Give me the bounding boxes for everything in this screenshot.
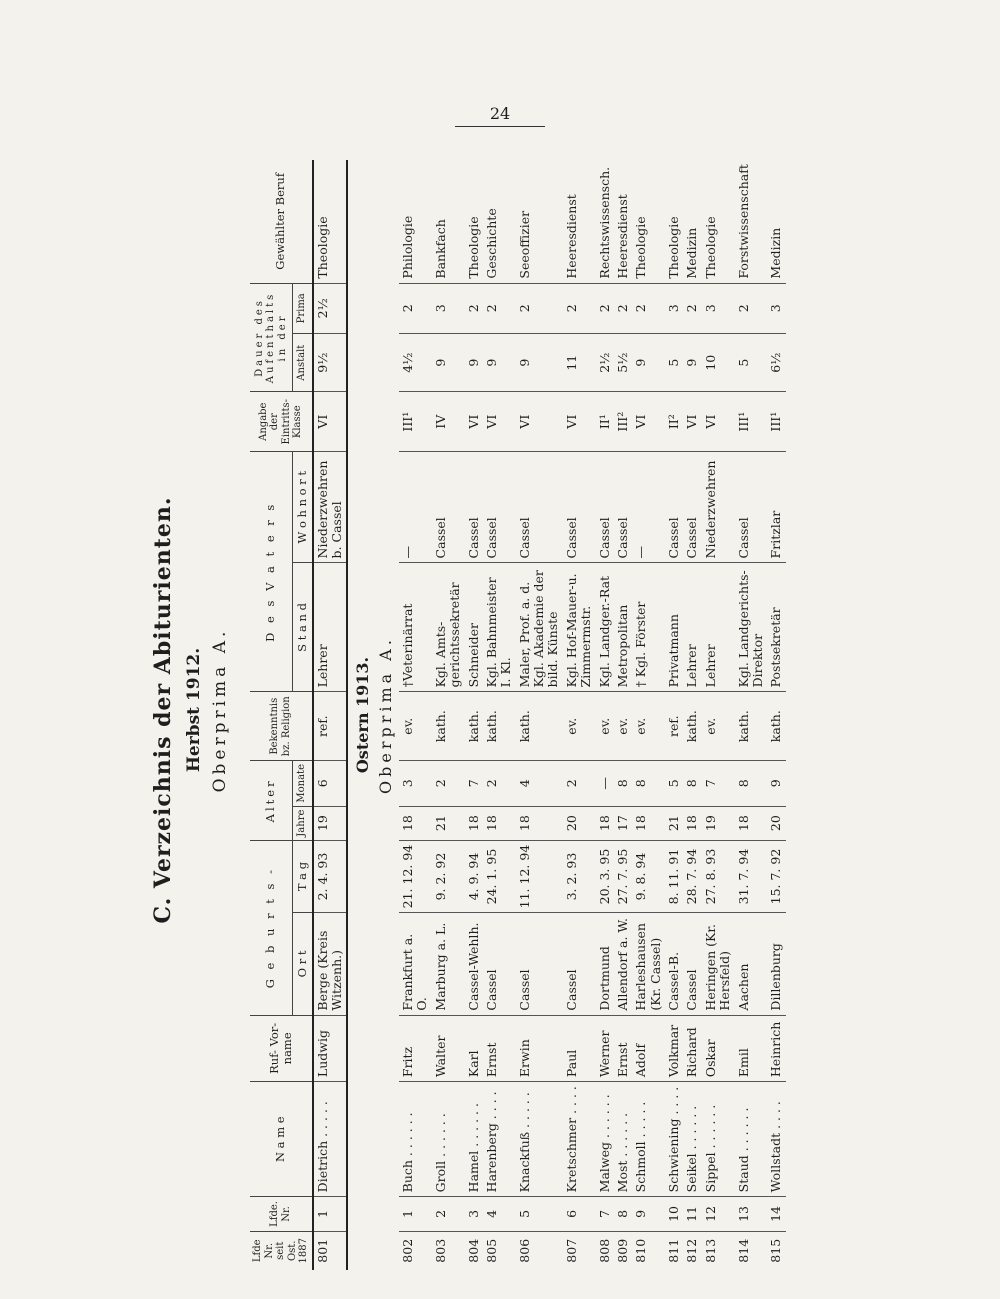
cell-name: Buch . . . . . . xyxy=(399,1082,432,1197)
cell-nr: 1 xyxy=(313,1197,348,1231)
cell-stand: Lehrer xyxy=(313,563,348,692)
cell-klasse: III² xyxy=(614,392,632,452)
cell-ort: Dortmund xyxy=(596,913,614,1015)
cell-jahre: 21 xyxy=(665,806,683,840)
cell-beruf: Theologie xyxy=(702,216,718,279)
term-heading-ostern: Ostern 1913. xyxy=(353,656,373,774)
cell-seit: 810 xyxy=(632,1231,665,1270)
table-row xyxy=(767,160,785,1270)
cell-nr: 3 xyxy=(465,1197,483,1231)
cell-anstalt: 2½ xyxy=(596,334,614,392)
cell-tag: 4. 9. 94 xyxy=(465,840,483,913)
cell-prima: 2 xyxy=(483,283,516,333)
cell-jahre: 20 xyxy=(767,806,785,840)
cell-seit: 802 xyxy=(399,1231,432,1270)
cell-ort: Cassel xyxy=(516,913,563,1015)
cell-anstalt: 9 xyxy=(432,334,465,392)
cell-beruf: Philologie xyxy=(400,215,416,279)
cell-beruf: Theologie xyxy=(313,160,348,283)
cell-vorname: Paul xyxy=(563,1015,596,1082)
cell-prima: 3 xyxy=(767,283,785,333)
cell-stand: † Kgl. Förster xyxy=(632,563,665,692)
cell-klasse: III¹ xyxy=(399,392,432,452)
cell-ort: Cassel-B. xyxy=(665,913,683,1015)
table-row xyxy=(614,160,632,1270)
col-rufname: Ruf- Vor- name xyxy=(250,1015,313,1082)
table-row xyxy=(399,160,432,1270)
cell-monate: 8 xyxy=(735,761,768,807)
cell-name: Most . . . . . . xyxy=(614,1082,632,1197)
cell-stand: Kgl. Landger.-Rat xyxy=(596,563,614,692)
class-heading-ostern: Oberprima A. xyxy=(375,636,395,794)
cell-monate: 5 xyxy=(665,761,683,807)
table-row xyxy=(563,160,596,1270)
cell-ort: Cassel xyxy=(683,913,701,1015)
cell-tag: 28. 7. 94 xyxy=(683,840,701,913)
cell-stand: Privatmann xyxy=(665,563,683,692)
col-monate: Monate xyxy=(292,761,312,807)
cell-nr: 12 xyxy=(702,1197,735,1231)
cell-prima: 2 xyxy=(596,283,614,333)
cell-nr: 6 xyxy=(563,1197,596,1231)
cell-name: Malweg . . . . . . xyxy=(596,1082,614,1197)
col-alter: Alter xyxy=(250,761,292,841)
col-stand: S t a n d xyxy=(292,563,312,692)
cell-ort: Aachen xyxy=(735,913,768,1015)
cell-vorname: Oskar xyxy=(702,1015,735,1082)
table-main-title: C. Verzeichnis der Abiturienten. xyxy=(150,496,176,924)
cell-prima: 2 xyxy=(563,283,596,333)
cell-prima: 2 xyxy=(399,283,432,333)
cell-prima: 2 xyxy=(683,283,701,333)
cell-nr: 2 xyxy=(432,1197,465,1231)
cell-monate: 2 xyxy=(483,761,516,807)
cell-tag: 27. 8. 93 xyxy=(702,840,735,913)
cell-bek: kath. xyxy=(767,692,785,761)
table-row xyxy=(465,160,483,1270)
cell-ort: Dillenburg xyxy=(767,913,785,1015)
cell-klasse: VI xyxy=(563,392,596,452)
cell-klasse: III¹ xyxy=(735,392,768,452)
cell-name: Harenberg . . . . xyxy=(483,1082,516,1197)
cell-tag: 20. 3. 95 xyxy=(596,840,614,913)
cell-beruf: Geschichte xyxy=(483,208,499,279)
table-row xyxy=(665,160,683,1270)
col-name: N a m e xyxy=(250,1082,313,1197)
cell-nr: 7 xyxy=(596,1197,614,1231)
cell-ort: Cassel xyxy=(483,913,516,1015)
cell-anstalt: 4½ xyxy=(399,334,432,392)
cell-bek: ref. xyxy=(313,692,348,761)
cell-tag: 9. 8. 94 xyxy=(632,840,665,913)
table-row xyxy=(683,160,701,1270)
cell-ort: Harleshausen (Kr. Cassel) xyxy=(632,913,665,1015)
cell-anstalt: 5½ xyxy=(614,334,632,392)
cell-prima: 2 xyxy=(632,283,665,333)
cell-prima: 2 xyxy=(614,283,632,333)
cell-vorname: Adolf xyxy=(632,1015,665,1082)
cell-name: Dietrich . . . . . xyxy=(313,1082,348,1197)
rotated-table-sheet xyxy=(150,150,840,1270)
cell-vorname: Heinrich xyxy=(767,1015,785,1082)
table-row xyxy=(632,160,665,1270)
cell-ort: Frankfurt a. O. xyxy=(399,913,432,1015)
cell-ort: Cassel xyxy=(563,913,596,1015)
cell-klasse: VI xyxy=(516,392,563,452)
cell-wohnort: Cassel xyxy=(516,452,563,563)
table-row xyxy=(702,160,735,1270)
cell-stand: Kgl. Bahnmeister I. Kl. xyxy=(483,563,516,692)
cell-seit: 806 xyxy=(516,1231,563,1270)
cell-bek: ev. xyxy=(614,692,632,761)
abiturienten-table xyxy=(250,160,786,1270)
cell-wohnort: Cassel xyxy=(735,452,768,563)
cell-name: Schwiening . . . . xyxy=(665,1082,683,1197)
cell-nr: 11 xyxy=(683,1197,701,1231)
cell-vorname: Walter xyxy=(432,1015,465,1082)
cell-vorname: Erwin xyxy=(516,1015,563,1082)
cell-name: Sippel . . . . . . xyxy=(702,1082,735,1197)
page-number-rule xyxy=(455,126,545,127)
col-eintritt: Angabe der Eintritts- Klasse xyxy=(250,392,313,452)
cell-jahre: 19 xyxy=(313,806,348,840)
cell-vorname: Ernst xyxy=(614,1015,632,1082)
cell-klasse: VI xyxy=(465,392,483,452)
cell-vorname: Ernst xyxy=(483,1015,516,1082)
cell-nr: 8 xyxy=(614,1197,632,1231)
cell-wohnort: — xyxy=(399,452,432,563)
cell-anstalt: 9 xyxy=(483,334,516,392)
cell-monate: 7 xyxy=(702,761,735,807)
cell-nr: 13 xyxy=(735,1197,768,1231)
cell-ort: Berge (Kreis Witzenh.) xyxy=(313,913,348,1015)
table-row xyxy=(432,160,465,1270)
cell-jahre: 20 xyxy=(563,806,596,840)
cell-monate: 4 xyxy=(516,761,563,807)
cell-anstalt: 9 xyxy=(683,334,701,392)
cell-wohnort: Fritzlar xyxy=(767,452,785,563)
cell-jahre: 17 xyxy=(614,806,632,840)
col-wohnort: W o h n o r t xyxy=(292,452,312,563)
cell-anstalt: 9½ xyxy=(313,334,348,392)
cell-seit: 815 xyxy=(767,1231,785,1270)
cell-name: Hamel . . . . . . xyxy=(465,1082,483,1197)
cell-vorname: Emil xyxy=(735,1015,768,1082)
section-heading-row xyxy=(347,160,399,1270)
col-lfde-seit: Lfde Nr. seit Ost. 1887 xyxy=(250,1231,313,1270)
cell-ort: Allendorf a. W. xyxy=(614,913,632,1015)
cell-nr: 9 xyxy=(632,1197,665,1231)
cell-jahre: 18 xyxy=(632,806,665,840)
cell-tag: 9. 2. 92 xyxy=(432,840,465,913)
cell-prima: 3 xyxy=(432,283,465,333)
cell-monate: 9 xyxy=(767,761,785,807)
cell-bek: kath. xyxy=(465,692,483,761)
cell-prima: 2½ xyxy=(313,283,348,333)
cell-beruf: Rechtswissensch. xyxy=(596,166,612,279)
cell-seit: 801 xyxy=(313,1231,348,1270)
cell-monate: — xyxy=(596,761,614,807)
cell-seit: 814 xyxy=(735,1231,768,1270)
cell-jahre: 21 xyxy=(432,806,465,840)
section-heading xyxy=(347,160,399,1270)
cell-klasse: III¹ xyxy=(767,392,785,452)
cell-monate: 3 xyxy=(399,761,432,807)
cell-jahre: 18 xyxy=(735,806,768,840)
cell-monate: 8 xyxy=(632,761,665,807)
cell-klasse: VI xyxy=(313,392,348,452)
cell-seit: 808 xyxy=(596,1231,614,1270)
cell-seit: 807 xyxy=(563,1231,596,1270)
cell-seit: 811 xyxy=(665,1231,683,1270)
cell-tag: 3. 2. 93 xyxy=(563,840,596,913)
col-anstalt: Anstalt xyxy=(292,334,312,392)
cell-bek: kath. xyxy=(516,692,563,761)
cell-stand: Kgl. Amts-gerichtssekretär xyxy=(432,563,465,692)
cell-bek: ev. xyxy=(596,692,614,761)
cell-klasse: VI xyxy=(683,392,701,452)
cell-beruf: Heeresdienst xyxy=(563,194,579,279)
col-vater: D e s V a t e r s xyxy=(250,452,292,692)
table-row xyxy=(483,160,516,1270)
cell-anstalt: 5 xyxy=(735,334,768,392)
cell-nr: 14 xyxy=(767,1197,785,1231)
cell-name: Wollstadt . . . . xyxy=(767,1082,785,1197)
col-geburt: G e b u r t s - xyxy=(250,840,292,1015)
cell-wohnort: Cassel xyxy=(483,452,516,563)
cell-klasse: VI xyxy=(632,392,665,452)
cell-wohnort: Cassel xyxy=(683,452,701,563)
cell-jahre: 18 xyxy=(399,806,432,840)
cell-beruf: Theologie xyxy=(666,216,682,279)
cell-ort: Heringen (Kr. Hersfeld) xyxy=(702,913,735,1015)
cell-name: Seikel . . . . . . xyxy=(683,1082,701,1197)
cell-nr: 5 xyxy=(516,1197,563,1231)
col-ort: O r t xyxy=(292,913,312,1015)
cell-wohnort: Cassel xyxy=(465,452,483,563)
cell-tag: 2. 4. 93 xyxy=(313,840,348,913)
table-row xyxy=(313,160,348,1270)
cell-prima: 2 xyxy=(516,283,563,333)
cell-stand: †Veterinärrat xyxy=(399,563,432,692)
cell-klasse: VI xyxy=(483,392,516,452)
cell-seit: 805 xyxy=(483,1231,516,1270)
cell-klasse: IV xyxy=(432,392,465,452)
cell-jahre: 19 xyxy=(702,806,735,840)
cell-seit: 813 xyxy=(702,1231,735,1270)
cell-klasse: VI xyxy=(702,392,735,452)
cell-seit: 809 xyxy=(614,1231,632,1270)
cell-tag: 21. 12. 94 xyxy=(399,840,432,913)
cell-beruf: Seeoffizier xyxy=(516,210,532,279)
cell-anstalt: 10 xyxy=(702,334,735,392)
cell-stand: Metropolitan xyxy=(614,563,632,692)
cell-klasse: II² xyxy=(665,392,683,452)
cell-bek: ev. xyxy=(632,692,665,761)
cell-jahre: 18 xyxy=(465,806,483,840)
cell-wohnort: Cassel xyxy=(432,452,465,563)
cell-prima: 3 xyxy=(665,283,683,333)
col-beruf: Gewählter Beruf xyxy=(250,160,313,283)
cell-jahre: 18 xyxy=(596,806,614,840)
cell-beruf: Bankfach xyxy=(432,219,448,279)
cell-name: Staud . . . . . . xyxy=(735,1082,768,1197)
cell-prima: 2 xyxy=(735,283,768,333)
cell-stand: Schneider xyxy=(465,563,483,692)
cell-seit: 804 xyxy=(465,1231,483,1270)
cell-wohnort: Niederzwehren b. Cassel xyxy=(313,452,348,563)
cell-name: Schmoll . . . . . xyxy=(632,1082,665,1197)
cell-anstalt: 9 xyxy=(465,334,483,392)
cell-monate: 2 xyxy=(563,761,596,807)
cell-stand: Maler, Prof. a. d. Kgl. Akademie der bild. Künste xyxy=(516,563,563,692)
table-row xyxy=(735,160,768,1270)
cell-bek: kath. xyxy=(432,692,465,761)
cell-jahre: 18 xyxy=(683,806,701,840)
cell-stand: Kgl. Hof-Mauer-u. Zimmermstr. xyxy=(563,563,596,692)
cell-vorname: Richard xyxy=(683,1015,701,1082)
cell-seit: 812 xyxy=(683,1231,701,1270)
cell-ort: Marburg a. L. xyxy=(432,913,465,1015)
cell-name: Knackfuß . . . . . xyxy=(516,1082,563,1197)
cell-wohnort: Cassel xyxy=(614,452,632,563)
cell-vorname: Werner xyxy=(596,1015,614,1082)
cell-vorname: Fritz xyxy=(399,1015,432,1082)
cell-prima: 3 xyxy=(702,283,735,333)
table-body xyxy=(313,160,786,1270)
col-bekenntnis: Bekenntnis bz. Religion xyxy=(250,692,313,761)
cell-stand: Lehrer xyxy=(683,563,701,692)
cell-bek: ev. xyxy=(563,692,596,761)
cell-anstalt: 9 xyxy=(632,334,665,392)
cell-beruf: Theologie xyxy=(465,216,481,279)
cell-anstalt: 5 xyxy=(665,334,683,392)
cell-beruf: Heeresdienst xyxy=(614,194,630,279)
cell-beruf: Theologie xyxy=(633,216,649,279)
cell-beruf: Medizin xyxy=(684,227,700,279)
cell-bek: ref. xyxy=(665,692,683,761)
cell-nr: 4 xyxy=(483,1197,516,1231)
cell-seit: 803 xyxy=(432,1231,465,1270)
cell-stand: Lehrer xyxy=(702,563,735,692)
cell-wohnort: — xyxy=(632,452,665,563)
cell-vorname: Ludwig xyxy=(313,1015,348,1082)
cell-monate: 2 xyxy=(432,761,465,807)
cell-bek: kath. xyxy=(735,692,768,761)
cell-jahre: 18 xyxy=(483,806,516,840)
cell-tag: 15. 7. 92 xyxy=(767,840,785,913)
cell-monate: 8 xyxy=(614,761,632,807)
cell-stand: Kgl. Landgerichts-Direktor xyxy=(735,563,768,692)
cell-anstalt: 9 xyxy=(516,334,563,392)
col-dauer: Dauer des Aufenthalts in der xyxy=(250,283,292,392)
cell-klasse: II¹ xyxy=(596,392,614,452)
cell-tag: 31. 7. 94 xyxy=(735,840,768,913)
page-number: 24 xyxy=(489,104,511,123)
cell-vorname: Karl xyxy=(465,1015,483,1082)
cell-name: Kretschmer . . . . xyxy=(563,1082,596,1197)
cell-nr: 10 xyxy=(665,1197,683,1231)
cell-anstalt: 11 xyxy=(563,334,596,392)
cell-prima: 2 xyxy=(465,283,483,333)
cell-stand: Postsekretär xyxy=(767,563,785,692)
term-heading-herbst: Herbst 1912. xyxy=(184,647,204,773)
cell-beruf: Medizin xyxy=(768,227,784,279)
cell-bek: ev. xyxy=(399,692,432,761)
cell-monate: 7 xyxy=(465,761,483,807)
cell-bek: kath. xyxy=(483,692,516,761)
cell-monate: 6 xyxy=(313,761,348,807)
cell-nr: 1 xyxy=(399,1197,432,1231)
cell-ort: Cassel-Wehlh. xyxy=(465,913,483,1015)
cell-bek: kath. xyxy=(683,692,701,761)
col-jahre: Jahre xyxy=(292,806,312,840)
cell-vorname: Volkmar xyxy=(665,1015,683,1082)
cell-wohnort: Niederzwehren xyxy=(702,452,735,563)
cell-jahre: 18 xyxy=(516,806,563,840)
col-tag: T a g xyxy=(292,840,312,913)
cell-tag: 24. 1. 95 xyxy=(483,840,516,913)
cell-wohnort: Cassel xyxy=(665,452,683,563)
cell-monate: 8 xyxy=(683,761,701,807)
cell-wohnort: Cassel xyxy=(596,452,614,563)
cell-wohnort: Cassel xyxy=(563,452,596,563)
cell-anstalt: 6½ xyxy=(767,334,785,392)
col-prima: Prima xyxy=(292,283,312,333)
cell-bek: ev. xyxy=(702,692,735,761)
cell-beruf: Forstwissenschaft xyxy=(735,164,751,279)
col-lfde: Lfde. Nr. xyxy=(250,1197,313,1231)
table-row xyxy=(596,160,614,1270)
cell-tag: 11. 12. 94 xyxy=(516,840,563,913)
table-titles xyxy=(150,150,260,1270)
cell-tag: 8. 11. 91 xyxy=(665,840,683,913)
class-heading-herbst: Oberprima A. xyxy=(210,627,230,793)
cell-tag: 27. 7. 95 xyxy=(614,840,632,913)
table-row xyxy=(516,160,563,1270)
cell-name: Groll . . . . . . xyxy=(432,1082,465,1197)
